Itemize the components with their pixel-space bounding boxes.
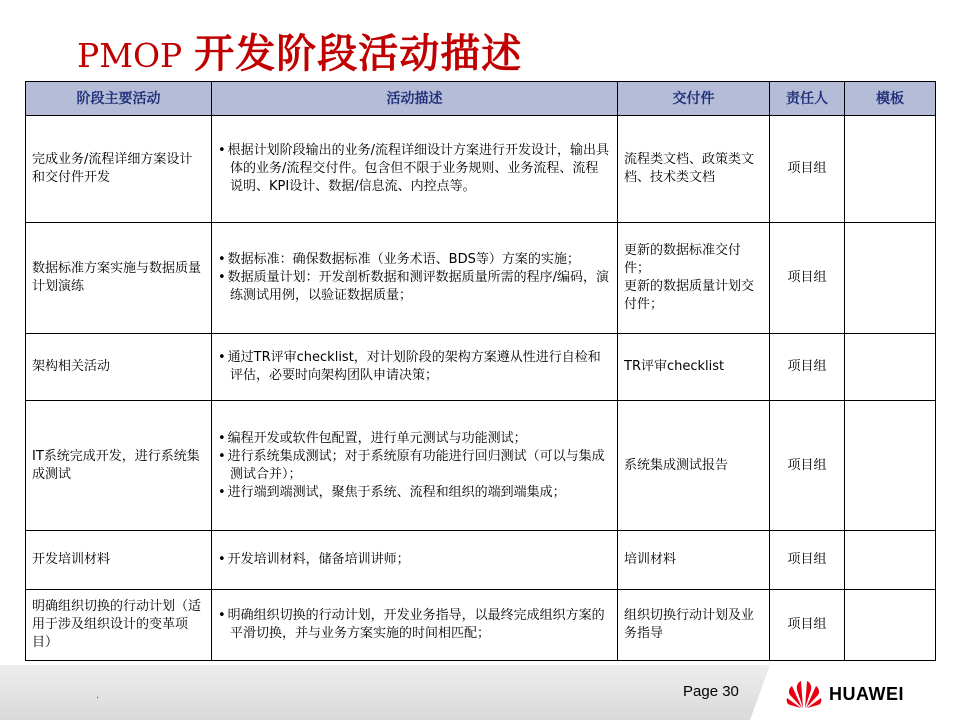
description-bullet: • 数据质量计划：开发剖析数据和测评数据质量所需的程序/编码，演练测试用例，以验证数据质量； [218,269,611,305]
slide-title [77,22,522,82]
owner-cell: 项目组 [770,116,845,223]
description-bullet: • 开发培训材料，储备培训讲师； [218,551,611,569]
header-activity: 阶段主要活动 [26,82,212,116]
template-cell [845,334,936,401]
footer-dot: . [96,690,100,701]
table-row [26,531,936,590]
page-number: Page 30 [683,683,739,700]
header-description: 活动描述 [212,82,618,116]
header-owner: 责任人 [770,82,845,116]
description-cell [212,401,618,531]
title-prefix: PMOP [77,36,183,75]
owner-cell: 项目组 [770,590,845,661]
header-template: 模板 [845,82,936,116]
description-bullet: • 根据计划阶段输出的业务/流程详细设计方案进行开发设计，输出具体的业务/流程交付件。包含但不限于业务规则、业务流程、流程说明、KPI设计、数据/信息流、内控点等。 [218,142,611,196]
description-cell [212,223,618,334]
deliverable-cell: 培训材料 [618,531,770,590]
deliverable-cell: TR评审checklist [618,334,770,401]
owner-cell: 项目组 [770,334,845,401]
template-cell [845,590,936,661]
description-bullet: • 明确组织切换的行动计划，开发业务指导，以最终完成组织方案的平滑切换，并与业务方案实施的时间相匹配； [218,607,611,643]
template-cell [845,531,936,590]
title-main: 开发阶段活动描述 [194,31,523,77]
template-cell [845,116,936,223]
description-cell [212,116,618,223]
brand-name: HUAWEI [829,684,904,704]
deliverable-cell: 系统集成测试报告 [618,401,770,531]
template-cell [845,223,936,334]
table-row [26,401,936,531]
description-bullet: • 编程开发或软件包配置，进行单元测试与功能测试； [218,430,611,448]
description-bullet: • 进行系统集成测试；对于系统原有功能进行回归测试（可以与集成测试合并）； [218,448,611,484]
activity-cell: 开发培训材料 [26,531,212,590]
activity-cell: IT系统完成开发，进行系统集成测试 [26,401,212,531]
description-bullet: • 通过TR评审checklist，对计划阶段的架构方案遵从性进行自检和评估，必要时向架构团队申请决策； [218,349,611,385]
table-header-row [26,82,936,116]
table-row [26,116,936,223]
owner-cell: 项目组 [770,401,845,531]
deliverable-cell: 组织切换行动计划及业务指导 [618,590,770,661]
deliverable-cell: 流程类文档、政策类文档、技术类文档 [618,116,770,223]
description-cell [212,531,618,590]
owner-cell: 项目组 [770,223,845,334]
activity-table [25,81,936,661]
table-row [26,223,936,334]
activity-cell: 数据标准方案实施与数据质量计划演练 [26,223,212,334]
deliverable-cell: 更新的数据标准交付件； 更新的数据质量计划交付件； [618,223,770,334]
description-bullet: • 进行端到端测试，聚焦于系统、流程和组织的端到端集成； [218,484,611,502]
owner-cell: 项目组 [770,531,845,590]
description-cell [212,334,618,401]
description-bullet: • 数据标准：确保数据标准（业务术语、BDS等）方案的实施； [218,251,611,269]
activity-cell: 架构相关活动 [26,334,212,401]
activity-cell: 明确组织切换的行动计划（适用于涉及组织设计的变革项目） [26,590,212,661]
table-row [26,334,936,401]
activity-cell: 完成业务/流程详细方案设计和交付件开发 [26,116,212,223]
template-cell [845,401,936,531]
huawei-logo-icon [786,677,822,709]
description-cell [212,590,618,661]
table-row [26,590,936,661]
header-deliverable: 交付件 [618,82,770,116]
